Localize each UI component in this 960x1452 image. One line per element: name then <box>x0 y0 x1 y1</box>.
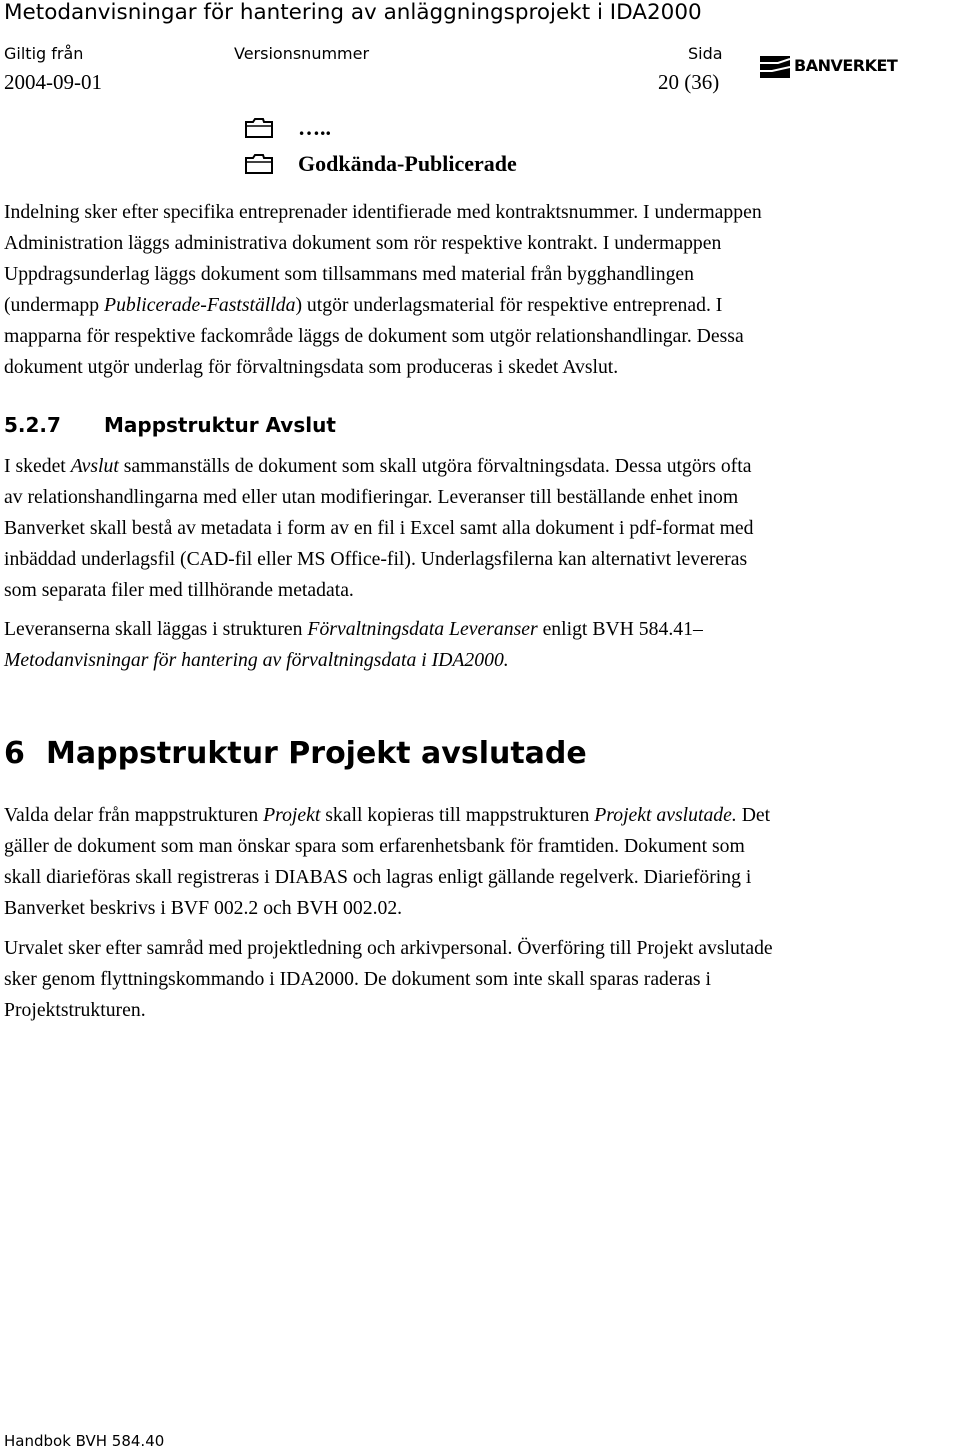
text-line: av relationshandlingarna med eller utan modifieringar. Leveranser till beställande enhet inom <box>4 486 739 508</box>
text-run: sammanställs de dokument som skall utgöra förvaltningsdata. Dessa utgörs ofta <box>118 455 752 477</box>
footer-handbook-id: Handbok BVH 584.40 <box>4 1432 165 1450</box>
italic-text: Förvaltningsdata Leveranser <box>307 618 538 640</box>
text-line: mapparna för respektive fackområde läggs de dokument som utgör relationshandlingar. Dessa <box>4 325 744 347</box>
text-run: Leveranserna skall läggas i strukturen <box>4 618 308 640</box>
text-line: inbäddad underlagsfil (CAD-fil eller MS Office-fil). Underlagsfilerna kan alternativt levereras <box>4 548 748 570</box>
paragraph-leveranser <box>4 614 956 676</box>
text-run: enligt BVH 584.41– <box>537 618 703 640</box>
text-line <box>4 614 956 645</box>
document-title: Metodanvisningar för hantering av anläggningsprojekt i IDA2000 <box>4 0 702 25</box>
paragraph-indelning <box>4 197 956 383</box>
text-line: Administration läggs administrativa dokument som rör respektive kontrakt. I undermappen <box>4 232 722 254</box>
page-number: 20 (36) <box>658 70 720 94</box>
text-line: Indelning sker efter specifika entreprenader identifierade med kontraktsnummer. I undermappen <box>4 201 762 223</box>
text-run: Valda delar från mappstrukturen <box>4 804 264 826</box>
text-line: gäller de dokument som man önskar spara som erfarenhetsbank för framtiden. Dokument som <box>4 835 745 857</box>
text-line <box>4 290 956 321</box>
paragraph-avslut <box>4 451 956 606</box>
paragraph-urvalet <box>4 933 956 1026</box>
italic-text: Projekt <box>263 804 321 826</box>
version-label: Versionsnummer <box>234 44 370 63</box>
text-line <box>4 451 956 482</box>
section-number: 5.2.7 <box>4 413 61 437</box>
text-line: som separata filer med tillhörande metadata. <box>4 579 354 601</box>
section-heading-6 <box>4 736 587 771</box>
text-line: sker genom flyttningskommando i IDA2000. De dokument som inte skall sparas raderas i <box>4 968 711 990</box>
paragraph-valda-delar <box>4 800 956 924</box>
banverket-logo <box>760 55 898 79</box>
text-line: Banverket skall bestå av metadata i form av en fil i Excel samt alla dokument i pdf-format med <box>4 517 754 539</box>
text-line: dokument utgör underlag för förvaltningsdata som produceras i skedet Avslut. <box>4 356 619 378</box>
folder-icon <box>244 152 274 176</box>
folder-item-ellipsis <box>244 113 331 143</box>
banverket-logo-mark-icon <box>760 55 790 79</box>
folder-label: Godkända-Publicerade <box>298 151 517 176</box>
section-heading-5-2-7 <box>4 413 336 437</box>
section-title: Mappstruktur Avslut <box>104 413 336 437</box>
text-line: Urvalet sker efter samråd med projektledning och arkivpersonal. Överföring till Projekt avslutade <box>4 937 773 959</box>
italic-text: Publicerade-Fastställda <box>104 294 296 316</box>
section-title: Mappstruktur Projekt avslutade <box>46 736 587 771</box>
folder-icon <box>244 116 274 140</box>
text-run: skall kopieras till mappstrukturen <box>320 804 595 826</box>
italic-text: Avslut <box>70 455 119 477</box>
text-line: Projektstrukturen. <box>4 999 146 1021</box>
text-run: I skedet <box>4 455 71 477</box>
valid-from-value: 2004-09-01 <box>4 70 102 94</box>
italic-text-line: Metodanvisningar för hantering av förvaltningsdata i IDA2000. <box>4 649 509 671</box>
text-line <box>4 800 956 831</box>
section-number: 6 <box>4 736 25 771</box>
page-label: Sida <box>688 44 723 63</box>
folder-label: ….. <box>298 115 331 140</box>
banverket-logo-text: BANVERKET <box>794 56 898 75</box>
text-line: Banverket beskrivs i BVF 002.2 och BVH 002.02. <box>4 897 403 919</box>
text-run: (undermapp <box>4 294 105 316</box>
italic-text: Projekt avslutade. <box>594 804 737 826</box>
valid-from-label: Giltig från <box>4 44 84 63</box>
text-run: ) utgör underlagsmaterial för respektive entreprenad. I <box>295 294 723 316</box>
text-line: skall diarieföras skall registreras i DIABAS och lagras enligt gällande regelverk. Diarieföring i <box>4 866 752 888</box>
text-run: Det <box>736 804 771 826</box>
folder-item-godkanda-publicerade <box>244 149 517 179</box>
text-line: Uppdragsunderlag läggs dokument som tillsammans med material från bygghandlingen <box>4 263 695 285</box>
